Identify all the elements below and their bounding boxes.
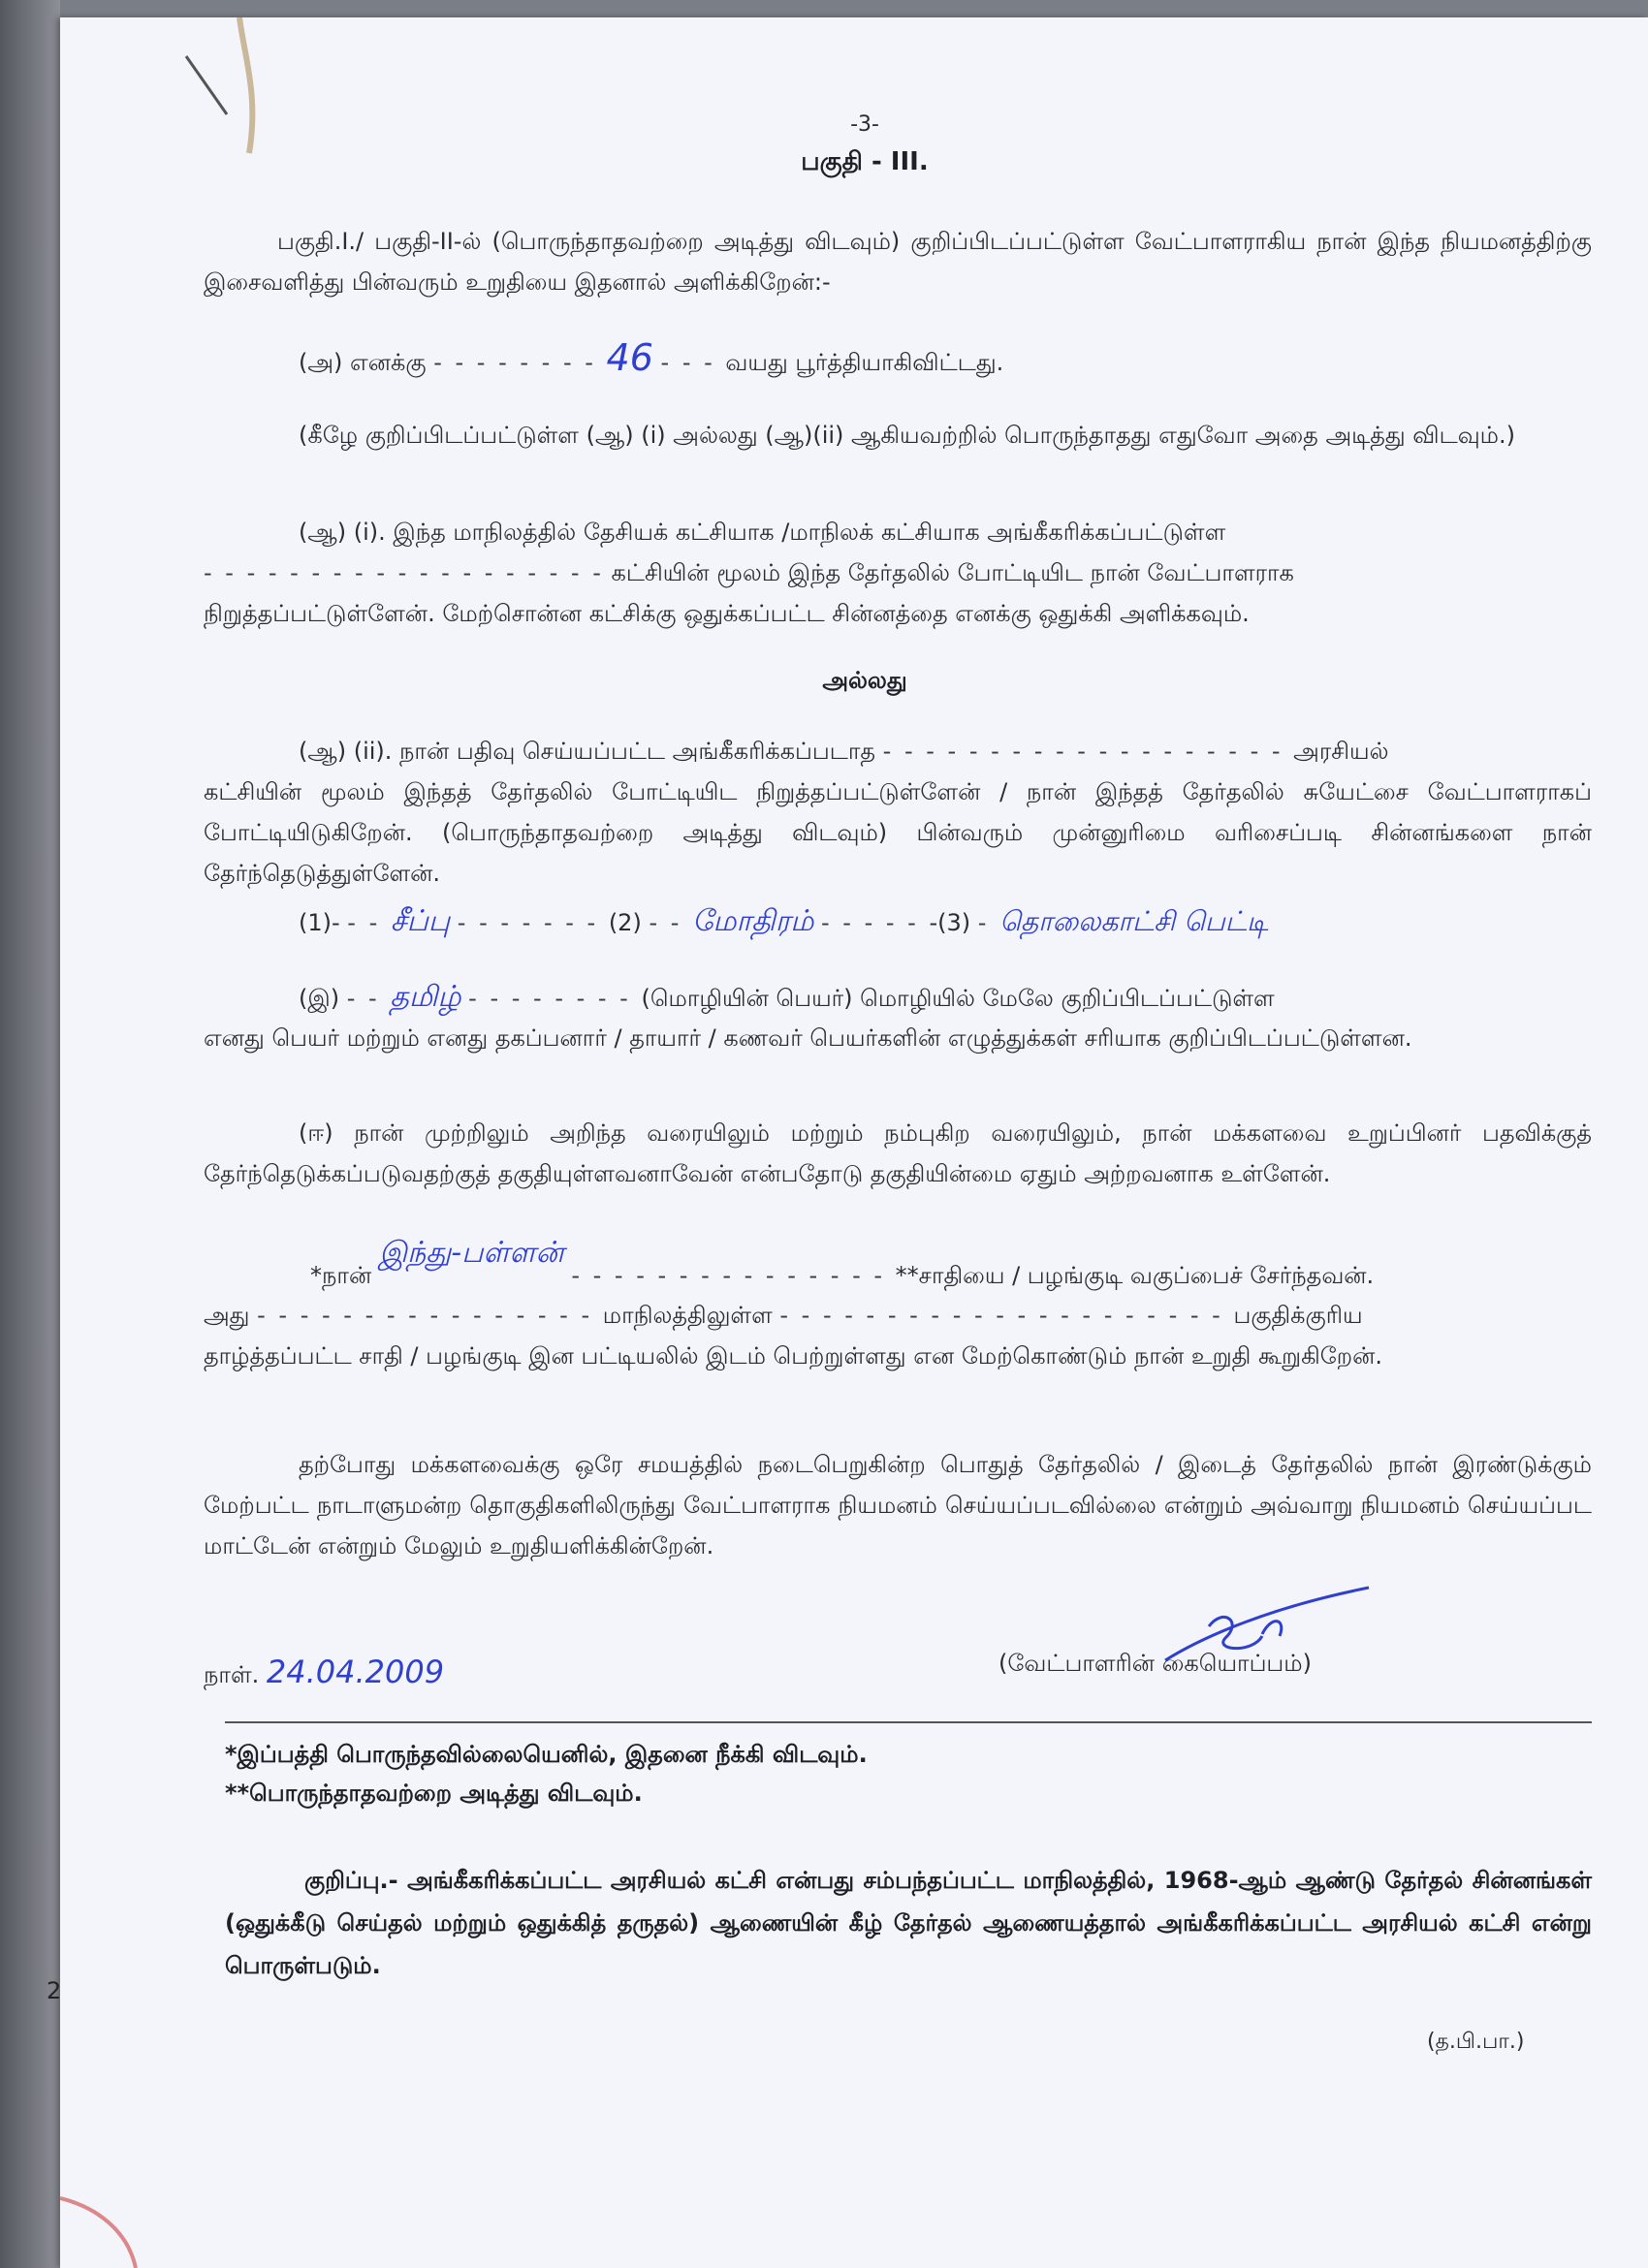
clause-a-ii-line1a: (ஆ) (ii). நான் பதிவு செய்யப்பட்ட அங்கீகரிக்கப்படாத (299, 738, 876, 765)
symbol-1-value: சீப்பு (390, 904, 451, 938)
note-paragraph: குறிப்பு.- அங்கீகரிக்கப்பட்ட அரசியல் கட்சி என்பது சம்பந்தப்பட்ட மாநிலத்தில், 1968-ஆம் ஆண்டு தேர்தல் சின்னங்கள் (ஒதுக்கீடு செய்தல் மற்றும் ஒதுக்கித் தருதல்) ஆணையின் கீழ் தேர்தல் ஆணையத்தால் அங்கீகரிக்கப்பட்ட அரசியல் கட்சி என்று பொருள்படும். (225, 1867, 1593, 1979)
date-block (204, 1654, 444, 1691)
symbol-3-number: -(3) (929, 909, 971, 936)
document-page (60, 17, 1648, 2268)
clause-a-ii-rest: கட்சியின் மூலம் இந்தத் தேர்தலில் போட்டியிட நிறுத்தப்பட்டுள்ளேன் / நான் இந்தத் தேர்தலில் சுயேட்சை வேட்பாளராகப் போட்டியிடுகிறேன். (பொருந்தாதவற்றை அடித்து விடவும்) பின்வரும் முன்னுரிமை வரிசைப்படி சின்னங்களை நான் தேர்ந்தெடுத்துள்ளேன். (204, 778, 1592, 887)
footnote-2: **பொருந்தாதவற்றை அடித்து விடவும். (225, 1780, 643, 1807)
clause-a-i-line2: - - - - - - - - - - - - - - - - - - - கட்சியின் மூலம் இந்த தேர்தலில் போட்டியிட நான் வேட்பாளராக (204, 559, 1294, 586)
clause-e-prefix: (இ) (299, 985, 340, 1012)
page-number: -3- (850, 112, 879, 137)
clause-ee: (ஈ) நான் முற்றிலும் அறிந்த வரையிலும் மற்றும் நம்புகிற வரையிலும், நான் மக்களவை உறுப்பினர் பதவிக்குத் தேர்ந்தெடுக்கப்படுவதற்குத் தகுதியுள்ளவனாவேன் என்பதோடு தகுதியின்மை ஏதும் அற்றவனாக உள்ளேன். (204, 1119, 1592, 1187)
symbol-2-value: மோதிரம் (692, 904, 814, 938)
symbol-3-value: தொலைகாட்சி பெட்டி (999, 905, 1269, 937)
symbols-line: (1)- - - சீப்பு - - - - - - - (2) - - மோதிரம் - - - - - -(3) - தொலைகாட்சி பெட்டி (299, 904, 1269, 938)
footnote-divider (225, 1721, 1592, 1723)
stamp-image (60, 2189, 138, 2268)
caste-line2: அது - - - - - - - - - - - - - - - - மாநிலத்திலுள்ள - - - - - - - - - - - - - - - - - - - - - பகுதிக்குரிய (204, 1302, 1363, 1329)
date-label: நாள். (204, 1661, 260, 1688)
caste-line1: *நான் இந்து-பள்ளன் - - - - - - - - - - - - - - - **சாதியை / பழங்குடி வகுப்பைச் சேர்ந்தவன். (310, 1236, 1375, 1289)
signature-label: (வேட்பாளரின் கையொப்பம்) (998, 1650, 1312, 1677)
age-prefix: (அ) எனக்கு (299, 349, 427, 376)
age-suffix: வயது பூர்த்தியாகிவிட்டது. (725, 349, 1004, 376)
symbol-2-number: (2) (608, 909, 642, 936)
age-value: 46 (606, 336, 653, 379)
margin-mark: 2 (47, 1977, 62, 2004)
caste-value: இந்து-பள்ளன் (378, 1236, 564, 1270)
intro-paragraph: பகுதி.I./ பகுதி-II-ல் (பொருந்தாதவற்றை அடித்து விடவும்) குறிப்பிடப்பட்டுள்ள வேட்பாளராகிய நான் இந்த நியமனத்திற்கு இசைவளித்து பின்வரும் உறுதியை இதனால் அளிக்கிறேன்:- (204, 228, 1592, 296)
caste-line2a: அது (204, 1302, 250, 1329)
clause-a-i-line1: (ஆ) (i). இந்த மாநிலத்தில் தேசியக் கட்சியாக /மாநிலக் கட்சியாக அங்கீகரிக்கப்பட்டுள்ள (299, 519, 1226, 546)
section-heading: பகுதி - III. (801, 147, 929, 176)
language-value: தமிழ் (390, 980, 461, 1014)
clause-e-suffix: (மொழியின் பெயர்) மொழியில் மேலே குறிப்பிடப்பட்டுள்ள (641, 985, 1275, 1012)
footnote-1: *இப்பத்தி பொருந்தவில்லையெனில், இதனை நீக்கி விடவும். (225, 1741, 868, 1768)
clause-a-i-line2-text: கட்சியின் மூலம் இந்த தேர்தலில் போட்டியிட நான் வேட்பாளராக (611, 559, 1294, 586)
pto-label: (த.பி.பா.) (1427, 2030, 1525, 2054)
or-label: அல்லது (822, 667, 907, 694)
age-line: (அ) எனக்கு - - - - - - - - 46 - - - வயது பூர்த்தியாகிவிட்டது. (299, 336, 1004, 379)
date-value: 24.04.2009 (266, 1654, 445, 1690)
caste-line2c: பகுதிக்குரிய (1233, 1302, 1363, 1329)
clause-a-ii-line1: (ஆ) (ii). நான் பதிவு செய்யப்பட்ட அங்கீகரிக்கப்படாத - - - - - - - - - - - - - - - - - - - அரசியல் (299, 738, 1389, 765)
binding-thread-image (147, 17, 264, 163)
caste-line2b: மாநிலத்திலுள்ள (602, 1302, 773, 1329)
symbol-1-number: (1)- (299, 909, 340, 936)
caste-rest: தாழ்த்தப்பட்ட சாதி / பழங்குடி இன பட்டியலில் இடம் பெற்றுள்ளது என மேற்கொண்டும் நான் உறுதி கூறுகிறேன். (204, 1342, 1383, 1370)
scanner-background (0, 0, 60, 2268)
clause-e-line1: (இ) - - தமிழ் - - - - - - - - (மொழியின் பெயர்) மொழியில் மேலே குறிப்பிடப்பட்டுள்ள (299, 980, 1275, 1014)
clause-a-i-line3: நிறுத்தப்பட்டுள்ளேன். மேற்சொன்ன கட்சிக்கு ஒதுக்கப்பட்ட சின்னத்தை எனக்கு ஒதுக்கி அளிக்கவும். (204, 600, 1250, 627)
strike-note: (கீழே குறிப்பிடப்பட்டுள்ள (ஆ) (i) அல்லது (ஆ)(ii) ஆகியவற்றில் பொருந்தாதது எதுவோ அதை அடித்து விடவும்.) (299, 422, 1515, 449)
clause-a-ii-line1b: அரசியல் (1293, 738, 1389, 765)
caste-suffix: **சாதியை / பழங்குடி வகுப்பைச் சேர்ந்தவன். (895, 1262, 1375, 1289)
clause-e-rest: எனது பெயர் மற்றும் எனது தகப்பனார் / தாயார் / கணவர் பெயர்களின் எழுத்துக்கள் சரியாக குறிப்பிடப்பட்டுள்ளன. (204, 1024, 1412, 1052)
caste-prefix: *நான் (310, 1262, 372, 1289)
final-paragraph: தற்போது மக்களவைக்கு ஒரே சமயத்தில் நடைபெறுகின்ற பொதுத் தேர்தலில் / இடைத் தேர்தலில் நான் இரண்டுக்கும் மேற்பட்ட நாடாளுமன்ற தொகுதிகளிலிருந்து வேட்பாளராக நியமனம் செய்யப்படவில்லை என்றும் அவ்வாறு நியமனம் செய்யப்பட மாட்டேன் என்றும் மேலும் உறுதியளிக்கின்றேன். (204, 1451, 1592, 1559)
